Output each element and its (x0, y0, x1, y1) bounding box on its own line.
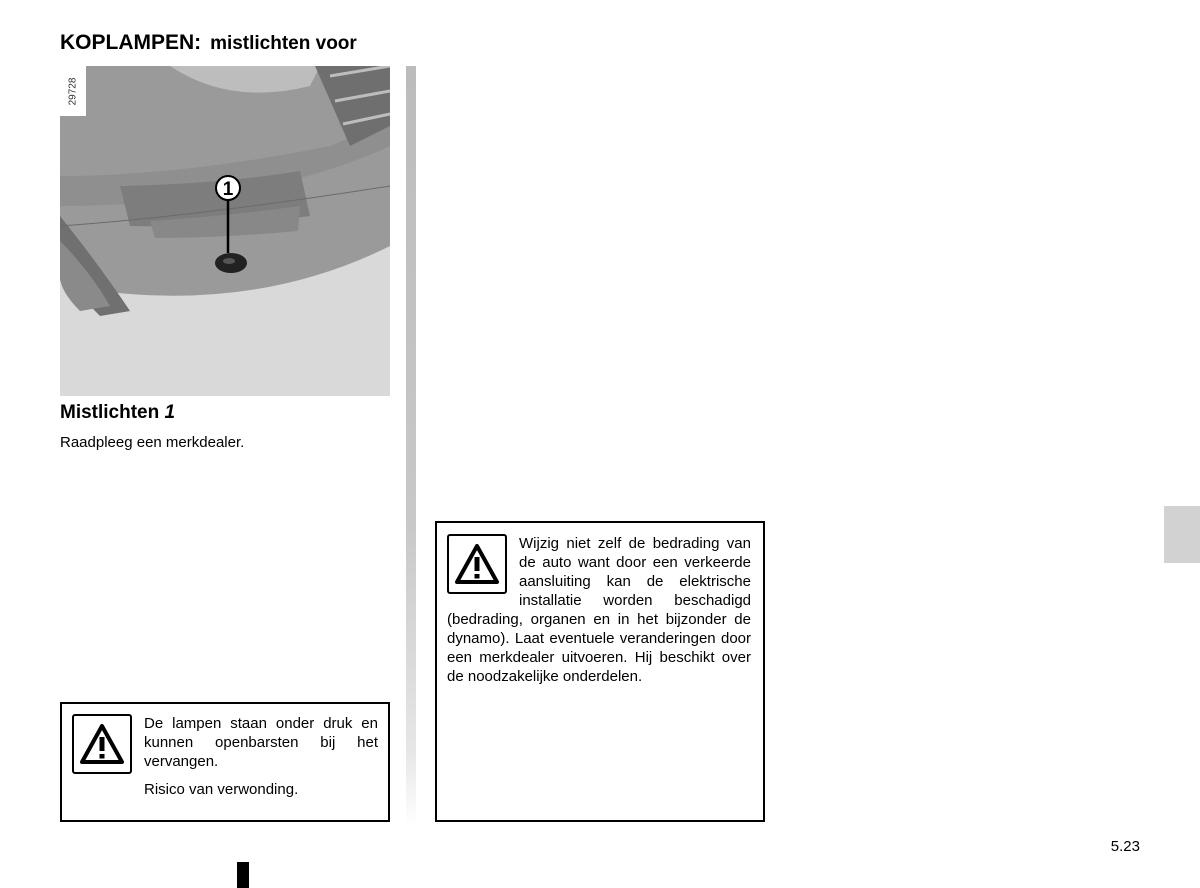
warning-box-lamps (60, 702, 390, 822)
warning-lamps-text: De lampen staan onder druk en kunnen openbarsten bij het vervangen. (144, 715, 378, 770)
fog-light-illustration (60, 66, 390, 396)
section-heading-ref: 1 (164, 402, 176, 423)
figure-code (60, 66, 86, 116)
chapter-tab (1164, 506, 1200, 563)
figure-callout-label: 1 (222, 179, 234, 200)
section-heading-text: Mistlichten (60, 402, 160, 423)
section-text: Raadpleeg een merkdealer. (60, 434, 245, 451)
print-mark (237, 862, 249, 888)
warning-box-wiring (435, 521, 765, 822)
warning-wiring-text: Wijzig niet zelf de bedrading van de auto want door een verkeerde aansluiting kan de elektrische installatie worden beschadigd (bedrading, organen en in het bijzonder de dynamo). Laat eventuele veranderingen door een merkdealer uitvoeren. Hij beschikt over de noodzakelijke onderdelen. (447, 535, 751, 685)
figure-code-text: 29728 (67, 77, 79, 105)
column-divider (406, 66, 416, 826)
warning-lamps-risk: Risico van verwonding. (144, 781, 299, 798)
page-number: 5.23 (1110, 838, 1140, 855)
car-front-drawing (60, 66, 390, 396)
warning-triangle-icon (72, 714, 132, 774)
page-title (60, 20, 357, 57)
section-heading (60, 402, 175, 424)
page-title-sub: mistlichten voor (210, 33, 357, 54)
page-title-main: KOPLAMPEN: (60, 31, 202, 54)
